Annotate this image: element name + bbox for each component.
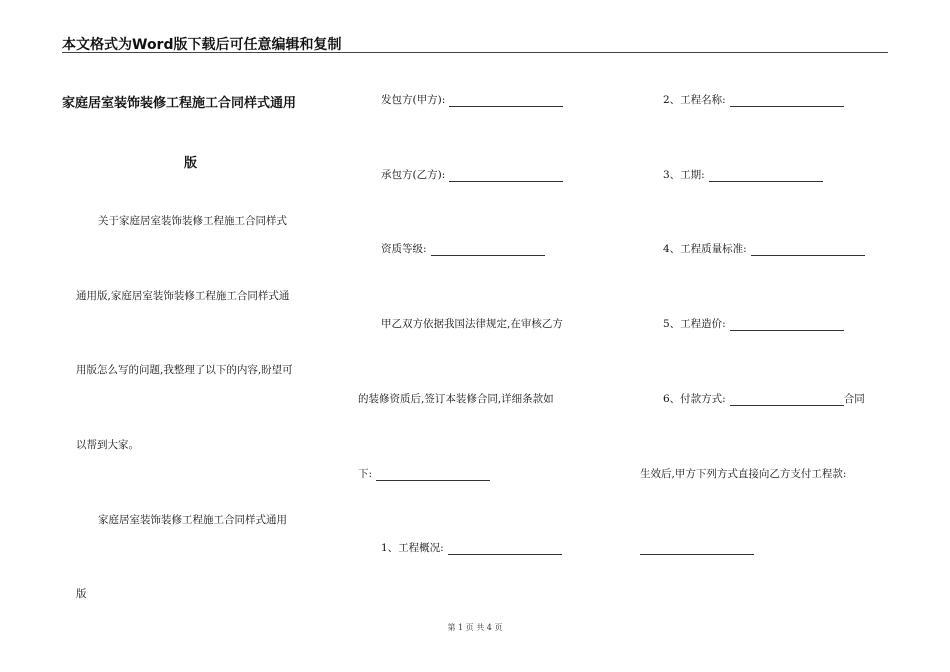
agreement-blank: [376, 470, 490, 481]
overview-label: 1、工程概况:: [381, 542, 444, 554]
document-banner: 本文格式为Word版下载后可任意编辑和复制: [62, 37, 342, 53]
project-name-blank: [730, 96, 844, 107]
intro-line-2: 通用版,家庭居室装饰装修工程施工合同样式通: [76, 290, 290, 302]
agreement-line-3-label: 下:: [358, 468, 373, 480]
intro-line-3: 用版怎么写的问题,我整理了以下的内容,盼望可: [76, 364, 293, 376]
payment-blank-line: [640, 541, 754, 555]
page-number: 第 1 页 共 4 页: [447, 623, 503, 632]
qualification-blank: [431, 245, 545, 256]
party-b-field: [381, 168, 563, 182]
section-heading-line1: 家庭居室装饰装修工程施工合同样式通用: [98, 514, 287, 526]
document-title-line2: 版: [184, 156, 198, 171]
payment-label: 6、付款方式:: [663, 393, 726, 405]
header-rule: [62, 52, 888, 53]
party-b-blank: [449, 171, 563, 182]
project-name-label: 2、工程名称:: [663, 94, 726, 106]
qualification-field: [381, 242, 545, 256]
payment-line-2: 生效后,甲方下列方式直接向乙方支付工程款:: [640, 468, 847, 480]
payment-blank: [730, 395, 844, 406]
quality-blank: [751, 245, 865, 256]
period-field: [663, 168, 823, 182]
quality-field: [663, 242, 865, 256]
party-a-label: 发包方(甲方):: [381, 94, 446, 106]
document-title-line1: 家庭居室装饰装修工程施工合同样式通用: [62, 96, 297, 111]
payment-suffix: 合同: [843, 393, 865, 405]
price-blank: [730, 320, 844, 331]
party-a-field: [381, 93, 563, 107]
price-label: 5、工程造价:: [663, 318, 726, 330]
payment-extra-blank: [640, 544, 754, 555]
agreement-line-1: 甲乙双方依据我国法律规定,在审核乙方: [381, 318, 563, 330]
overview-field: [381, 541, 562, 555]
party-a-blank: [449, 96, 563, 107]
section-heading-line2: 版: [76, 588, 87, 600]
agreement-line-2: 的装修资质后,签订本装修合同,详细条款如: [358, 393, 554, 405]
agreement-line-3: [358, 467, 490, 481]
intro-line-1: 关于家庭居室装饰装修工程施工合同样式: [98, 215, 287, 227]
party-b-label: 承包方(乙方):: [381, 169, 446, 181]
overview-blank: [448, 544, 562, 555]
period-label: 3、工期:: [663, 169, 705, 181]
period-blank: [709, 171, 823, 182]
project-name-field: [663, 93, 844, 107]
intro-line-4: 以帮到大家。: [76, 439, 139, 451]
price-field: [663, 317, 844, 331]
payment-field: [663, 392, 865, 406]
quality-label: 4、工程质量标准:: [663, 243, 747, 255]
qualification-label: 资质等级:: [381, 243, 427, 255]
